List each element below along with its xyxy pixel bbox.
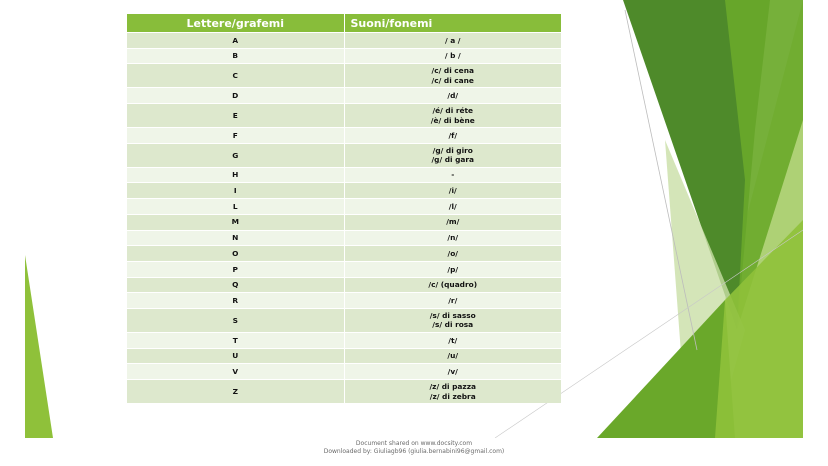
table-row — [127, 104, 561, 128]
table-row — [127, 348, 561, 364]
sound-text: /g/ di gara — [431, 155, 475, 165]
table-row — [127, 88, 561, 104]
sound-cell — [344, 308, 561, 332]
table-row — [127, 143, 561, 167]
sound-text: /f/ — [448, 130, 458, 140]
letter-cell: D — [127, 88, 344, 104]
sound-cell — [344, 33, 561, 49]
table-row — [127, 261, 561, 277]
sound-cell — [344, 230, 561, 246]
table-row — [127, 380, 561, 404]
sound-text: /è/ di bène — [430, 115, 475, 125]
header-sounds: Suoni/fonemi — [344, 14, 561, 33]
sound-text: /n/ — [447, 233, 459, 243]
footer-download-note: Downloaded by: Giuliagb96 (giulia.bernabini96@gmail.com) — [323, 448, 505, 455]
sound-cell — [344, 183, 561, 199]
table-row — [127, 64, 561, 88]
sound-text: - — [451, 170, 455, 180]
table-row — [127, 364, 561, 380]
sound-cell — [344, 199, 561, 215]
sound-cell — [344, 104, 561, 128]
sound-text: /p/ — [447, 264, 459, 274]
sound-text: /t/ — [448, 335, 458, 345]
sound-text: /z/ di zebra — [429, 391, 476, 401]
letter-cell: P — [127, 261, 344, 277]
sound-cell — [344, 128, 561, 144]
sound-text: / a / — [444, 35, 461, 45]
table-row — [127, 214, 561, 230]
letter-cell: H — [127, 167, 344, 183]
letter-cell: E — [127, 104, 344, 128]
table-row — [127, 293, 561, 309]
sound-cell — [344, 364, 561, 380]
table-row — [127, 183, 561, 199]
sound-text: /c/ di cena — [431, 66, 474, 76]
letter-cell: C — [127, 64, 344, 88]
sound-cell — [344, 348, 561, 364]
letter-cell: T — [127, 332, 344, 348]
table-row — [127, 48, 561, 64]
table-row — [127, 332, 561, 348]
letter-cell: G — [127, 143, 344, 167]
footer-shared-note: Document shared on www.docsity.com — [355, 440, 473, 447]
sound-text: /g/ di giro — [432, 145, 473, 155]
letter-cell: Z — [127, 380, 344, 404]
table-row — [127, 246, 561, 262]
right-lower-triangle — [597, 300, 735, 438]
table-row — [127, 128, 561, 144]
sound-cell — [344, 332, 561, 348]
table-row — [127, 199, 561, 215]
table-row — [127, 230, 561, 246]
table-row — [127, 277, 561, 293]
sound-text: /m/ — [446, 217, 460, 227]
sound-cell — [344, 380, 561, 404]
letter-cell: Q — [127, 277, 344, 293]
sound-cell — [344, 88, 561, 104]
sound-text: /z/ di pazza — [429, 382, 477, 392]
letter-cell: R — [127, 293, 344, 309]
sound-cell — [344, 246, 561, 262]
letter-cell: M — [127, 214, 344, 230]
slide — [25, 0, 803, 438]
table-row — [127, 33, 561, 49]
sound-text: /v/ — [447, 366, 458, 376]
letter-cell: U — [127, 348, 344, 364]
header-letters: Lettere/grafemi — [127, 14, 344, 33]
table-row — [127, 308, 561, 332]
sound-cell — [344, 143, 561, 167]
sound-text: /o/ — [447, 248, 458, 258]
sound-text: /c/ (quadro) — [428, 280, 478, 290]
sound-cell — [344, 48, 561, 64]
left-green-triangle — [25, 255, 53, 438]
sound-text: /s/ di sasso — [429, 311, 476, 321]
sound-cell — [344, 261, 561, 277]
sound-cell — [344, 167, 561, 183]
sound-text: /c/ di cane — [431, 75, 474, 85]
sound-text: / b / — [444, 51, 461, 61]
sound-text: /é/ di réte — [432, 106, 474, 116]
letter-cell: S — [127, 308, 344, 332]
letters-sounds-table — [127, 14, 561, 403]
letter-cell: O — [127, 246, 344, 262]
letter-cell: V — [127, 364, 344, 380]
sound-cell — [344, 277, 561, 293]
letter-cell: A — [127, 33, 344, 49]
sound-text: /l/ — [448, 201, 457, 211]
sound-text: /u/ — [447, 351, 459, 361]
letter-cell: N — [127, 230, 344, 246]
letter-cell: F — [127, 128, 344, 144]
sound-text: /i/ — [448, 186, 457, 196]
letter-cell: L — [127, 199, 344, 215]
sound-text: /d/ — [447, 91, 459, 101]
sound-cell — [344, 64, 561, 88]
table-row — [127, 167, 561, 183]
letter-cell: I — [127, 183, 344, 199]
sound-cell — [344, 214, 561, 230]
sound-text: /s/ di rosa — [432, 320, 474, 330]
letter-cell: B — [127, 48, 344, 64]
sound-cell — [344, 293, 561, 309]
sound-text: /r/ — [448, 295, 458, 305]
table-header-row — [127, 14, 561, 33]
